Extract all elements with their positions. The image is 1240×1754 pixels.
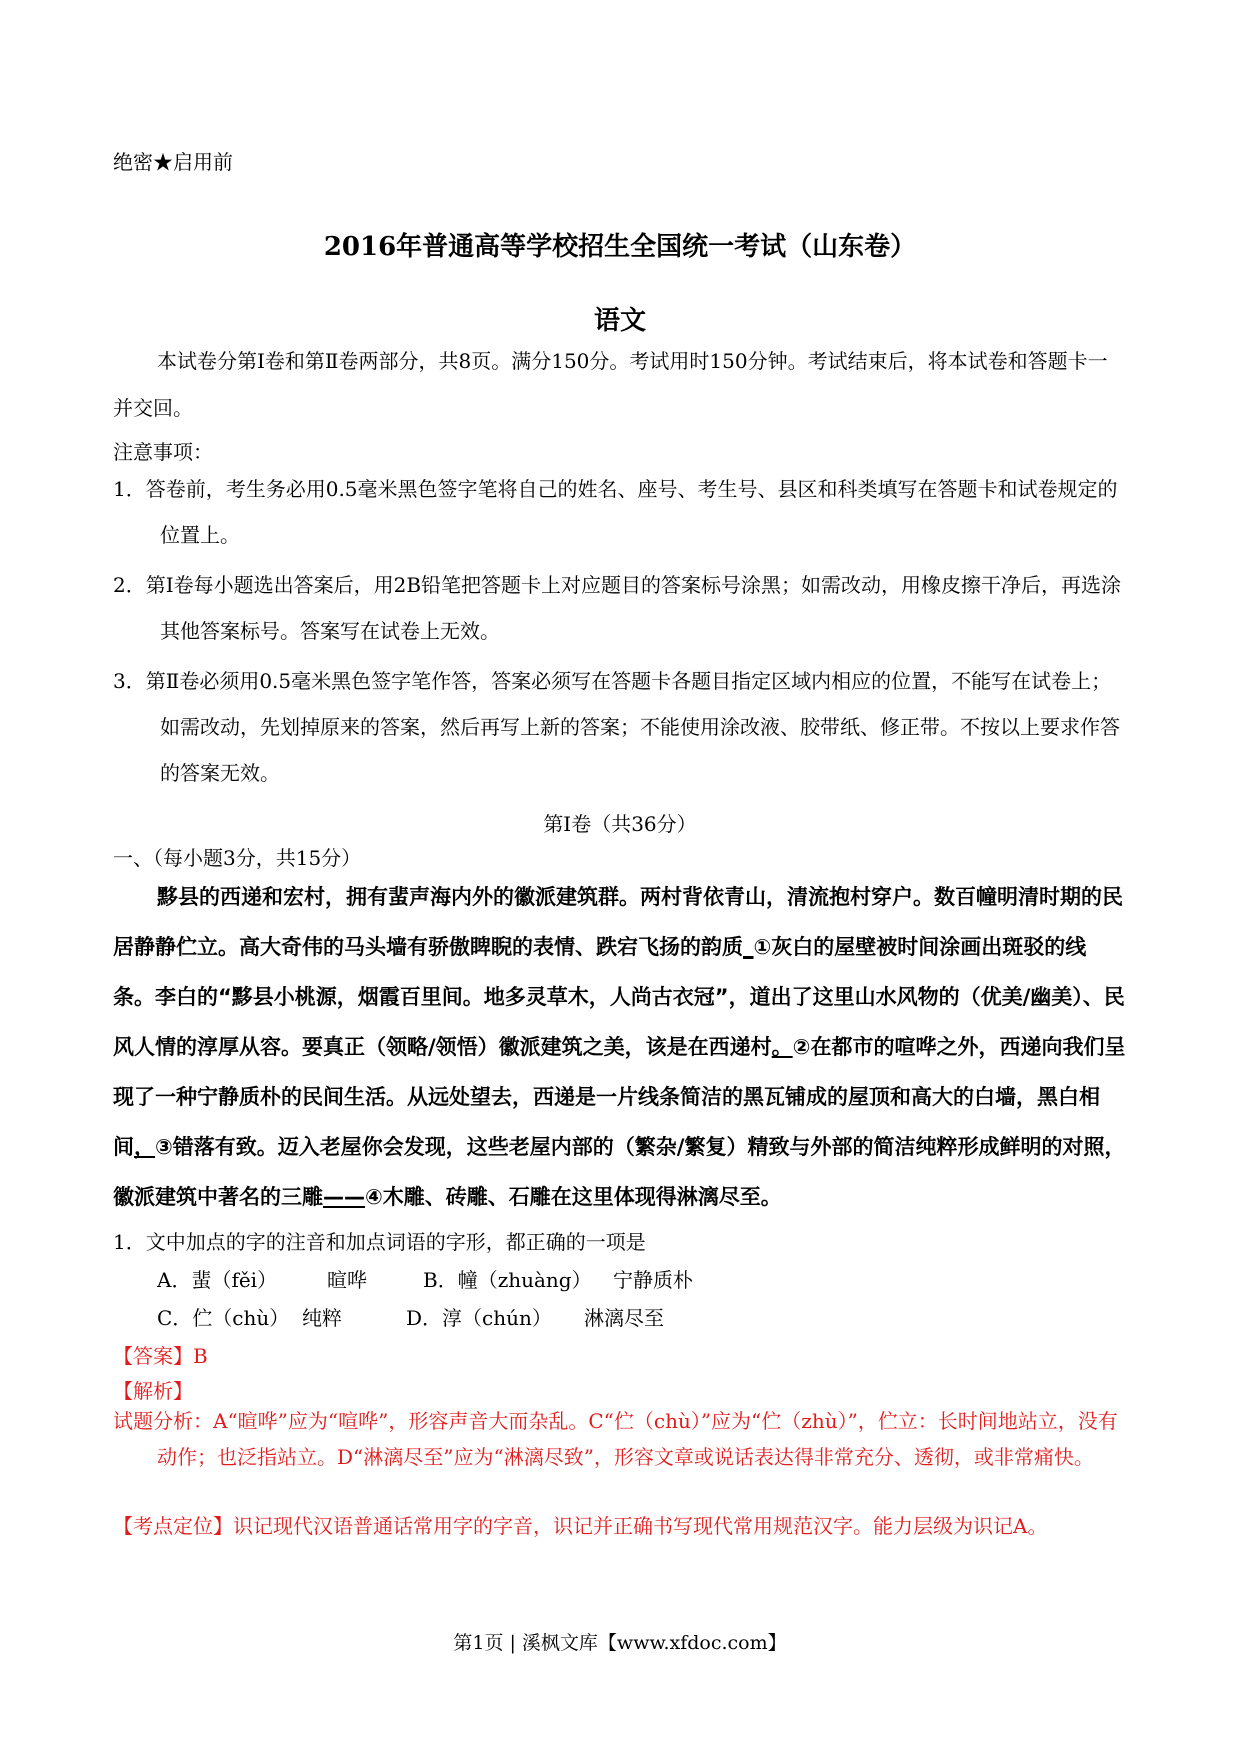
reading-passage (113, 872, 1128, 1222)
question-1-stem: 1．文中加点的字的注音和加点词语的字形，都正确的一项是 (113, 1230, 646, 1254)
option-d-word: 淋漓尽至 (584, 1306, 664, 1330)
option-a-label: A．蜚（fěi） (157, 1268, 278, 1292)
exam-title: 2016年普通高等学校招生全国统一考试（山东卷） (323, 232, 917, 262)
notice-item-3: 3．第Ⅱ卷必须用0.5毫米黑色签字笔作答，答案必须写在答题卡各题目指定区域内相应的位置，不能写在试卷上；如需改动，先划掉原来的答案，然后再写上新的答案；不能使用涂改液、胶带纸、修正带。不按以上要求作答的答案无效。 (113, 669, 1120, 785)
passage-segment-3: ②在都市的喧哗之外，西递向我们呈现了一种宁静质朴的民间生活。从远处望去，西递是一片线条简洁的黑瓦铺成的屋顶和高大的白墙，黑白相间 (113, 1035, 1126, 1159)
answer-line: 【答案】B (113, 1344, 208, 1368)
section1-heading: 一、（每小题3分，共15分） (113, 846, 362, 870)
option-c-word: 纯粹 (302, 1306, 342, 1330)
option-d-label: D．淳（chún） (406, 1306, 552, 1330)
passage-blank-4: —— (323, 1185, 365, 1209)
part1-heading: 第Ⅰ卷（共36分） (543, 812, 697, 836)
confidential-label: 绝密★启用前 (113, 150, 233, 174)
notice-item-1: 1．答卷前，考生务必用0.5毫米黑色签字笔将自己的姓名、座号、考生号、县区和科类填写在答题卡和试卷规定的位置上。 (113, 477, 1118, 547)
passage-blank-1: _ (743, 935, 754, 959)
page-footer: 第1页 | 溪枫文库【www.xfdoc.com】 (453, 1632, 787, 1654)
notice-label: 注意事项： (113, 440, 213, 464)
passage-segment-5: ④木雕、砖雕、石雕在这里体现得淋漓尽至。 (365, 1185, 782, 1209)
passage-segment-1: 黟县的西递和宏村，拥有蜚声海内外的徽派建筑群。两村背依青山，清流抱村穿户。数百幢明清时期的民居静静伫立。高大奇伟的马头墙有骄傲睥睨的表情、跌宕飞扬的韵质 (113, 885, 1123, 959)
option-a-word: 暄哗 (327, 1268, 367, 1292)
option-c-label: C．伫（chù） (157, 1306, 290, 1330)
option-b-label: B．幢（zhuàng） (423, 1268, 592, 1292)
passage-blank-2: 。 (771, 1035, 793, 1059)
exam-intro: 本试卷分第Ⅰ卷和第Ⅱ卷两部分，共8页。满分150分。考试用时150分钟。考试结束后，将本试卷和答题卡一并交回。 (113, 349, 1108, 420)
analysis-label: 【解析】 (113, 1379, 193, 1403)
passage-segment-4: ③错落有致。迈入老屋你会发现，这些老屋内部的（繁杂/繁复）精致与外部的简洁纯粹形成鲜明的对照，徽派建筑中著名的三雕 (113, 1135, 1126, 1209)
passage-blank-3: ， (134, 1135, 155, 1159)
subject-title: 语文 (593, 306, 646, 336)
key-point-text: 【考点定位】识记现代汉语普通话常用字的字音，识记并正确书写现代常用规范汉字。能力层级为识记A。 (113, 1514, 1048, 1538)
notice-item-2: 2．第Ⅰ卷每小题选出答案后，用2B铅笔把答题卡上对应题目的答案标号涂黑；如需改动，用橡皮擦干净后，再选涂其他答案标号。答案写在试卷上无效。 (113, 573, 1122, 643)
option-b-word: 宁静质朴 (613, 1268, 693, 1292)
analysis-text: 试题分析：A“暄哗”应为“喧哗”，形容声音大而杂乱。C“伫（chù）”应为“伫（zhù）”，伫立：长时间地站立，没有动作；也泛指站立。D“淋漓尽至”应为“淋漓尽致”，形容文章或说话表达得非常充分、透彻，或非常痛快。 (113, 1409, 1118, 1469)
passage-segment-2: ①灰白的屋壁被时间涂画出斑驳的线条。李白的“黟县小桃源，烟霞百里间。地多灵草木，人尚古衣冠”，道出了这里山水风物的（优美/幽美）、民风人情的淳厚从容。要真正（领略/领悟）徽派建筑之美，该是在西递村 (113, 935, 1125, 1059)
